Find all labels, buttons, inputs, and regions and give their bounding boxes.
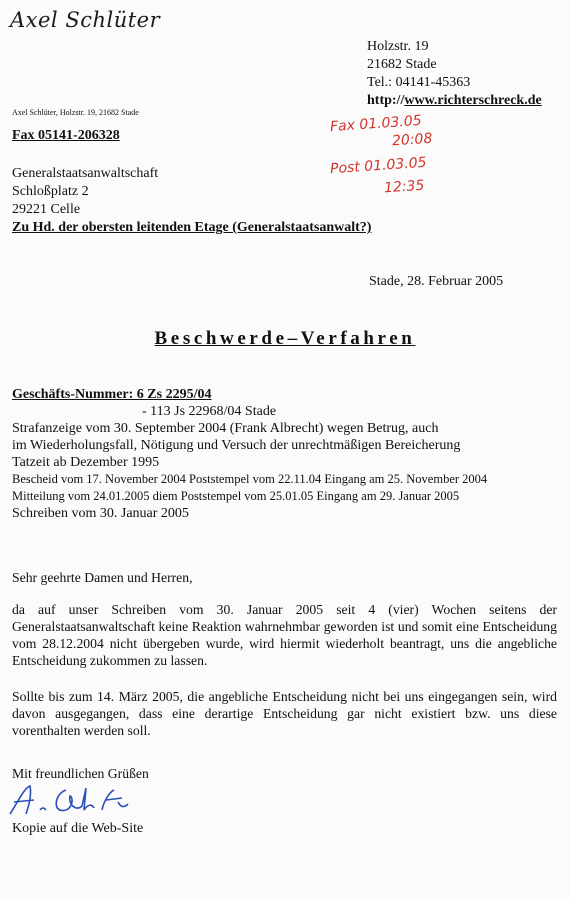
case-number: Geschäfts-Nummer: 6 Zs 2295/04 — [12, 387, 212, 402]
address-city: 21682 Stade — [367, 57, 437, 72]
reference-block — [12, 386, 487, 522]
handwritten-signature — [6, 780, 156, 820]
sender-return-line: Axel Schlüter, Holzstr. 19, 21682 Stade — [12, 108, 139, 117]
recipient-line-1: Generalstaatsanwaltschaft — [12, 166, 159, 181]
reference-line-2: im Wiederholungsfall, Nötigung und Versuch der unrechtmäßigen Bereicherung — [12, 438, 461, 453]
address-phone: Tel.: 04141-45363 — [367, 75, 471, 90]
closing-phrase: Mit freundlichen Grüßen — [12, 766, 149, 781]
letter-subject: Beschwerde–Verfahren — [154, 328, 416, 349]
reference-line-1: Strafanzeige vom 30. September 2004 (Frank Albrecht) wegen Betrug, auch — [12, 421, 439, 436]
fax-number: Fax 05141-206328 — [12, 128, 120, 143]
handwritten-fax-stamp: Fax 01.03.05 — [329, 112, 423, 136]
handwritten-post-time: 12:35 — [383, 177, 425, 197]
recipient-line-2: Schloßplatz 2 — [12, 184, 89, 199]
case-number-secondary: - 113 Js 22968/04 Stade — [142, 404, 277, 419]
letter-date: Stade, 28. Februar 2005 — [369, 274, 504, 289]
letterhead-name: Axel Schlüter — [10, 8, 161, 32]
address-street: Holzstr. 19 — [367, 39, 429, 54]
body-paragraph-1: da auf unser Schreiben vom 30. Januar 2005 seit 4 (vier) Wochen seitens der Generalstaatsanwaltschaft keine Reaktion wahrnehmbar geworden ist und somit eine Entscheidung vom 28.12.2004 nicht übergeben wurde, wird hiermit wiederholt beantragt, uns die angebliche Entscheidung zukommen zu lassen. — [12, 602, 557, 668]
reference-line-3: Tatzeit ab Dezember 1995 — [12, 455, 160, 470]
reference-line-5: Mitteilung vom 24.01.2005 diem Poststempel vom 25.01.05 Eingang am 29. Januar 2005 — [12, 489, 460, 503]
website-prefix: http:// — [367, 93, 405, 108]
salutation: Sehr geehrte Damen und Herren, — [12, 570, 193, 585]
handwritten-fax-time: 20:08 — [391, 130, 433, 150]
body-paragraph-2: Sollte bis zum 14. März 2005, die angebliche Entscheidung nicht bei uns eingegangen sein, wird davon ausgegangen, dass eine derartige Entscheidung gar nicht existiert bzw. uns diese vorenthalten werden soll. — [12, 689, 557, 738]
recipient-block — [12, 165, 371, 237]
reference-line-6: Schreiben vom 30. Januar 2005 — [12, 506, 189, 521]
reference-line-4: Bescheid vom 17. November 2004 Poststempel vom 22.11.04 Eingang am 25. November 2004 — [12, 472, 488, 486]
copy-note: Kopie auf die Web-Site — [12, 821, 144, 836]
address-website — [367, 92, 542, 110]
recipient-attention: Zu Hd. der obersten leitenden Etage (Generalstaatsanwalt?) — [12, 220, 372, 235]
website-link[interactable]: www.richterschreck.de — [404, 93, 542, 108]
sender-address-block — [367, 38, 542, 110]
handwritten-post-stamp: Post 01.03.05 — [329, 154, 428, 178]
recipient-line-3: 29221 Celle — [12, 202, 81, 217]
